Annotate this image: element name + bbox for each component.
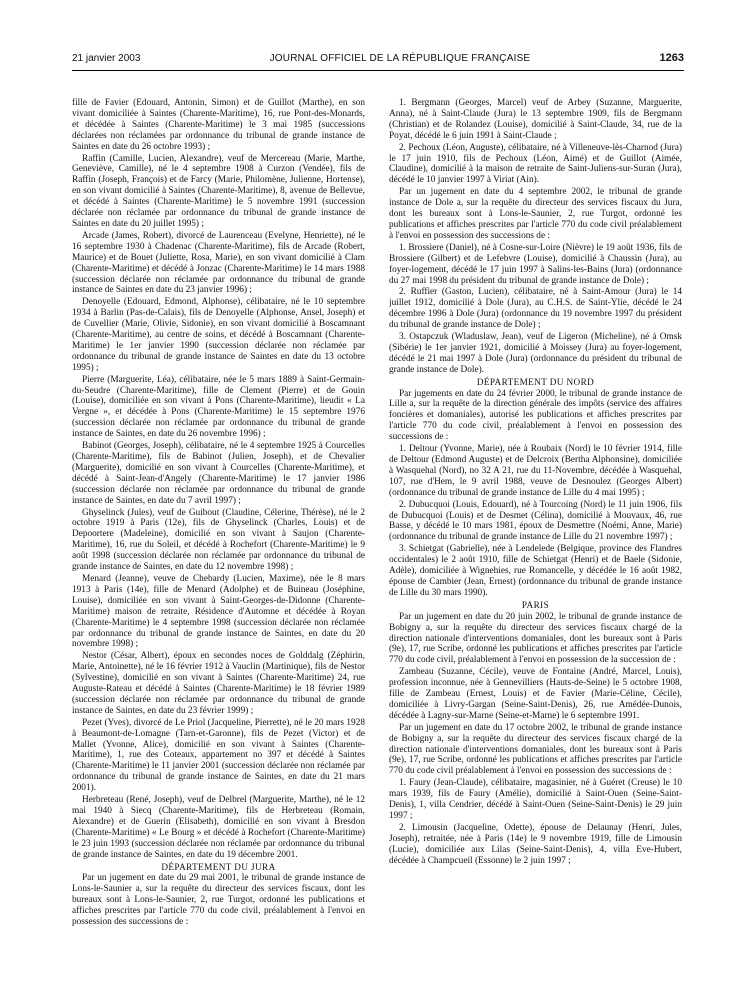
section-heading: DÉPARTEMENT DU NORD [476, 376, 595, 387]
paragraph: Par un jugement en date du 20 juin 2002, le tribunal de grande instance de Bobigny a, sur la requête du directeur des services fiscaux chargé de la direction nationale d'interventions domaniales, dont les bureaux sont à Paris (9e), 17, rue Scribe, ordonné les publications et affiches prescrites par l'article 770 du code civil, préalablement à l'envoi en possession de la succession de : [389, 611, 682, 666]
paragraph: Par un jugement en date du 17 octobre 2002, le tribunal de grande instance de Bobigny a, sur la requête du directeur des services fiscaux chargé de la direction nationale d'interventions domaniales, dont les bureaux sont à Paris (9e), 17, rue Scribe, ordonné les publications et affiches prescrites par l'article 770 du code civil préalablement à l'envoi en possession des successions de : [389, 722, 682, 777]
section-heading: DÉPARTEMENT DU JURA [161, 861, 276, 872]
journal-title: JOURNAL OFFICIEL DE LA RÉPUBLIQUE FRANÇAISE [269, 52, 531, 64]
paragraph: 1. Brossiere (Daniel), né à Cosne-sur-Loire (Nièvre) le 19 août 1936, fils de Brossiere (Gilbert) et de Lefebvre (Louise), domicilié à Chaussin (Jura), au foyer-logement, décédé le 17 juin 1997 à Salins-les-Bains (Jura) (ordonnance du 27 mai 1998 du président du tribunal de grande instance de Dole) ; [389, 242, 682, 286]
paragraph: Zambeau (Suzanne, Cécile), veuve de Fontaine (André, Marcel, Louis), profession inconnue, née à Gennevilliers (Hauts-de-Seine) le 5 octobre 1908, fille de Zambeau (Ernest, Louis) et de Favier (Marie-Céline, Cécile), domiciliée à Livry-Gargan (Seine-Saint-Denis), 26, rue Amédée-Dunois, décédée à Lagny-sur-Marne (Seine-et-Marne) le 6 septembre 1991. [389, 667, 682, 721]
paragraph: 1. Bergmann (Georges, Marcel) veuf de Arbey (Suzanne, Marguerite, Anna), né à Saint-Claude (Jura) le 13 septembre 1909, fils de Bergmann (Christian) et de Rolandez (Louise), domicilié à Saint-Claude, 34, rue de la Poyat, décédé le 6 juin 1991 à Saint-Claude ; [389, 98, 682, 141]
paragraph: 2. Dubucquoi (Louis, Edouard), né à Tourcoing (Nord) le 11 juin 1906, fils de Dubucquoi (Louis) et de Desmet (Célina), domicilié à Mouvaux, 46, rue Basse, y décédé le 10 mars 1981, époux de Desmettre (Noémi, Anne, Marie) (ordonnance du tribunal de grande instance de Lille du 21 novembre 1997) ; [389, 499, 682, 543]
paragraph: Par un jugement en date du 4 septembre 2002, le tribunal de grande instance de Dole a, sur la requête du directeur des services fiscaux du Jura, dont les bureaux sont à Lons-le-Saunier, 2, rue Turgot, ordonné les publications et affiches prescrites par l'article 770 du code civil préalablement à l'envoi en possession des successions de : [389, 187, 682, 241]
page-header [72, 50, 684, 66]
paragraph: Par un jugement en date du 29 mai 2001, le tribunal de grande instance de Lons-le-Saunier a, sur la requête du directeur des services fiscaux, dont les bureaux sont à Lons-le-Saunier, 2, rue Turgot, ordonné les publications et affiches prescrites par l'article 770 du code civil, préalablement à l'envoi en possession des successions de : [72, 873, 365, 928]
paragraph: 1. Faury (Jean-Claude), célibataire, magasinier, né à Guéret (Creuse) le 10 mars 1939, fils de Faury (Amélie), domicilié à Saint-Ouen (Seine-Saint-Denis), 1, villa Cendrier, décédé à Saint-Ouen (Seine-Saint-Denis) le 29 juin 1997 ; [389, 778, 682, 821]
paragraph: 2. Ruffier (Gaston, Lucien), célibataire, né à Saint-Amour (Jura) le 14 juillet 1912, domicilié à Dole (Jura), au C.H.S. de Saint-Ylie, décédé le 24 décembre 1996 à Dole (Jura) (ordonnance du 19 novembre 1997 du président du tribunal de grande instance de Dole) ; [389, 287, 682, 331]
paragraph: Nestor (César, Albert), époux en secondes noces de Golddalg (Zéphirin, Marie, Antoinette), né le 16 février 1912 à Vauclin (Martinique), fils de Nestor (Sylvestine), domicilié en son vivant à Saintes (Charente-Maritime) 24, rue Auguste-Rateau et décédé à Saintes (Charente-Maritime) le 18 février 1989 (succession déclarée non réclamée par ordonnance du tribunal de grande instance de Saintes, en date du 23 février 1999) ; [72, 651, 365, 716]
paragraph: Par jugements en date du 24 février 2000, le tribunal de grande instance de Lille a, sur la requête de la direction générale des impôts (service des affaires foncières et domaniales), autorisé les publications et affiches prescrites par l'article 770 du code civil, préalablement à l'envoi en possession des successions de : [389, 388, 682, 443]
paragraph: 3. Ostapczuk (Wladuslaw, Jean), veuf de Ligeron (Micheline), né à Omsk (Sibérie) le 1er janvier 1921, domicilié à Moissey (Jura) au foyer-logement, décédé le 21 mai 1997 à Dole (Jura) (ordonnance du président du tribunal de grande instance de Dole). [389, 332, 682, 375]
paragraph: Herbreteau (René, Joseph), veuf de Delbrel (Marguerite, Marthe), né le 12 mai 1940 à Siecq (Charente-Maritime), fils de Herbreteau (Romain, Alexandre) et de Guerin (Elisabeth), domicilié en son vivant à Bresdon (Charente-Maritime) « Le Bourg » et décédé à Rochefort (Charente-Maritime) le 23 juin 1993 (succession déclarée non réclamée par ordonnance du tribunal de grande instance de Saintes, en date du 19 décembre 2001. [72, 795, 365, 860]
paragraph: Arcade (James, Robert), divorcé de Laurenceau (Evelyne, Henriette), né le 16 septembre 1930 à Chadenac (Charente-Maritime), fils de Arcade (Robert, Maurice) et de Bouet (Juliette, Rosa, Marie), en son vivant domicilié à Clam (Charente-Maritime) et décédé à Jonzac (Charente-Maritime) le 14 mars 1988 (succession déclarée non réclamée par ordonnance du tribunal de grande instance de Saintes en date du 23 janvier 1996) ; [72, 230, 365, 296]
paragraph: 1. Deltour (Yvonne, Marie), née à Roubaix (Nord) le 10 février 1914, fille de Deltour (Edmond Auguste) et de Delcroix (Bertha Alphonsine), domiciliée à Wasquehal (Nord), no 32 A 21, rue du 11-Novembre, décédée à Wasquehal, 107, rue d'Hem, le 9 avril 1988, veuve de Desnoulez (Georges Albert) (ordonnance du tribunal de grande instance de Lille du 4 mai 1995) ; [389, 444, 682, 498]
issue-date: 21 janvier 2003 [72, 52, 141, 64]
page-number: 1263 [659, 52, 684, 64]
paragraph: Babinot (Georges, Joseph), célibataire, né le 4 septembre 1925 à Courcelles (Charente-Maritime), fils de Babinot (Julien, Joseph), et de Chevalier (Marguerite), domicilié en son vivant à Courcelles (Charente-Maritime), et décédé à Saint-Jean-d'Angely (Charente-Maritime) le 17 janvier 1986 (succession déclarée non réclamée par ordonnance du tribunal de grande instance de Saintes, en date du 7 avril 1997) ; [72, 441, 365, 506]
paragraph: Pierre (Marguerite, Léa), célibataire, née le 5 mars 1889 à Saint-Germain-du-Seudre (Charente-Maritime), fille de Clement (Pierre) et de Gouin (Louise), domiciliée en son vivant à Pons (Charente-Maritime), lieudit « La Vergne », et décédée à Pons (Charente-Maritime) le 15 septembre 1976 (succession déclarée non réclamée par ordonnance du tribunal de grande instance de Saintes, en date du 26 novembre 1996) ; [72, 374, 365, 440]
left-column [72, 98, 365, 968]
paragraph: 2. Pechoux (Léon, Auguste), célibataire, né à Villeneuve-lès-Charnod (Jura) le 17 juin 1910, fils de Pechoux (Léon, Aimé) et de Guillot (Aimée, Claudine), domicilié à la maison de retraite de Saint-Juliens-sur-Suran (Jura), décédé le 10 janvier 1997 à Viriat (Ain). [389, 142, 682, 186]
paragraph: Denoyelle (Edouard, Edmond, Alphonse), célibataire, né le 10 septembre 1934 à Barlin (Pas-de-Calais), fils de Denoyelle (Alphonse, Ansel, Joseph) et de Cuvellier (Marie, Olivie, Sidonie), en son vivant domicilié à Boscamnant (Charente-Maritime), au centre de soins, et décédé à Boscamnant (Charente-Maritime) le 1er janvier 1990 (succession déclarée non réclamée par ordonnance du tribunal de grande instance de Saintes en date du 13 octobre 1995) ; [72, 297, 365, 373]
paragraph: Menard (Jeanne), veuve de Chebardy (Lucien, Maxime), née le 8 mars 1913 à Paris (14e), fille de Menard (Adolphe) et de Buineau (Joséphine, Louise), domiciliée en son vivant à Saint-Georges-de-Didonne (Charente-Maritime) maison de retraite, Résidence d'Automne et décédée à Royan (Charente-Maritime) le 4 septembre 1998 (succession déclarée non réclamée par ordonnance du tribunal de grande instance de Saintes, en date du 20 novembre 1998) ; [72, 573, 365, 650]
paragraph: Raffin (Camille, Lucien, Alexandre), veuf de Mercereau (Marie, Marthe, Geneviève, Camille), né le 4 septembre 1908 à Curzon (Vendée), fils de Raffin (Joseph, François) et de Farcy (Marie, Philomène, Julienne, Hortense), en son vivant domicilié à Saintes (Charente-Maritime), 8, avenue de Bellevue, et décédé à Saintes (Charente-Maritime) le 5 novembre 1991 (succession déclarée non réclamée par ordonnance du tribunal de grande instance de Saintes en date du 20 juillet 1995) ; [72, 153, 365, 229]
header-rule [72, 70, 684, 71]
section-heading: PARIS [521, 599, 550, 610]
paragraph: 3. Schietgat (Gabrielle), née à Lendelede (Belgique, province des Flandres occidentales) le 2 août 1910, fille de Schietgat (Henri) et de Baele (Sidonie, Adèle), domiciliée à Wignehies, rue Romancelle, y décédée le 16 août 1982, épouse de Cambier (Jean, Ernest) (ordonnance du tribunal de grande instance de Lille du 30 mars 1990). [389, 544, 682, 598]
paragraph: Pezet (Yves), divorcé de Le Priol (Jacqueline, Pierrette), né le 20 mars 1928 à Beaumont-de-Lomagne (Tarn-et-Garonne), fils de Pezet (Victor) et de Mallet (Yvonne, Alice), domicilié en son vivant à Saintes (Charente-Maritime), 1, rue des Coteaux, appartement no 397 et décédé à Saintes (Charente-Maritime) le 11 janvier 2001 (succession déclarée non réclamée par ordonnance du tribunal de grande instance de Saintes, en date du 21 mars 2001). [72, 717, 365, 794]
paragraph: Ghyselinck (Jules), veuf de Guibout (Claudine, Célerine, Thérèse), né le 2 octobre 1919 à Paris (12e), fils de Ghyselinck (Charles, Louis) et de Depoortere (Madeleine), domicilié en son vivant à Saujon (Charente-Maritime), 16, rue du Soleil, et décédé à Rochefort (Charente-Maritime) le 9 août 1998 (succession déclarée non réclamée par ordonnance du tribunal de grande instance de Saintes, en date du 12 novembre 1998) ; [72, 507, 365, 573]
paragraph: fille de Favier (Edouard, Antonin, Simon) et de Guillot (Marthe), en son vivant domiciliée à Saintes (Charente-Maritime), 16, rue Pont-des-Monards, et décédée à Saintes (Charente-Maritime) le 3 mai 1985 (successions déclarées non réclamées par ordonnance du tribunal de grande instance de Saintes en date du 26 octobre 1993) ; [72, 98, 365, 152]
right-column [389, 98, 682, 968]
paragraph: 2. Limousin (Jacqueline, Odette), épouse de Delaunay (Henri, Jules, Joseph), retraitée, née à Paris (14e) le 9 novembre 1919, fille de Limousin (Lucie), domiciliée aux Lilas (Seine-Saint-Denis), 4, villa Eve-Hubert, décédée à Champcueil (Essonne) le 2 juin 1997 ; [389, 822, 682, 866]
